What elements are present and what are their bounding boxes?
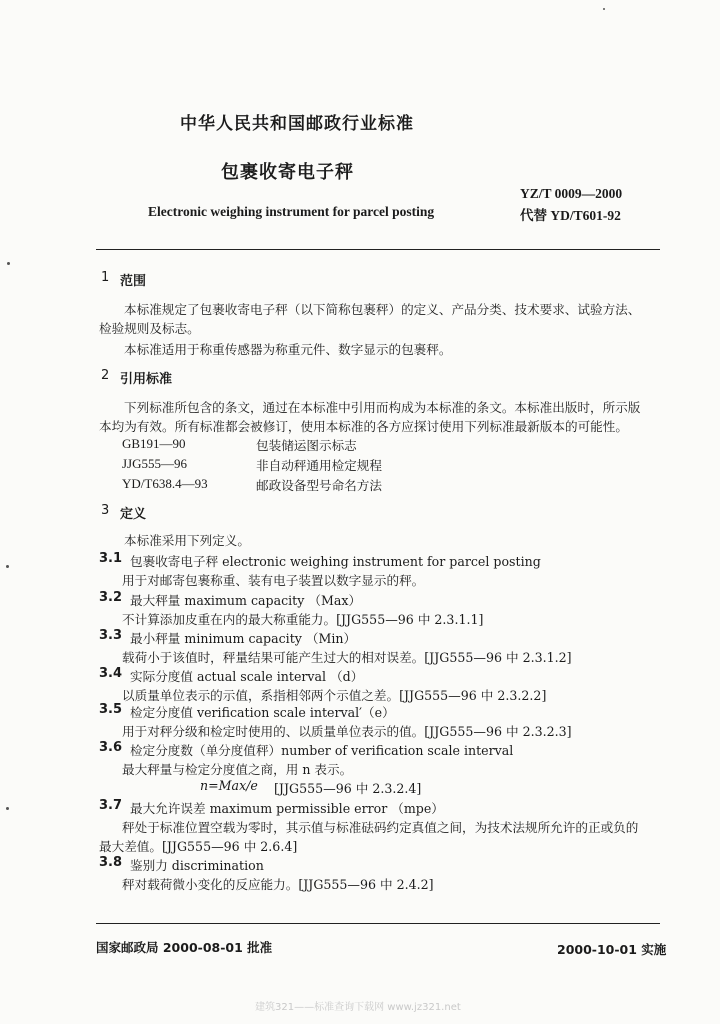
- scan-speck: [6, 565, 9, 568]
- section-2-number: 2: [101, 368, 110, 383]
- term-heading: 实际分度值 actual scale interval （d）: [130, 669, 364, 684]
- footer-divider: [96, 923, 660, 924]
- document-title-english: Electronic weighing instrument for parcel posting: [148, 204, 435, 219]
- formula-reference: [JJG555—96 中 2.3.2.4]: [274, 781, 422, 796]
- section-1-paragraph-1-cont: 检验规则及标志。: [99, 321, 200, 336]
- section-3-title: 定义: [120, 507, 147, 522]
- term-definition: 用于对秤分级和检定时使用的、以质量单位表示的值。[JJG555—96 中 2.3.2.3]: [122, 724, 572, 739]
- section-1-title: 范围: [120, 274, 147, 289]
- term-number: 3.8: [99, 855, 123, 870]
- replaced-standard: 代替 YD/T601-92: [520, 208, 621, 223]
- standard-code: YZ/T 0009—2000: [520, 186, 623, 201]
- term-heading: 检定分度值 verification scale interval′（e）: [130, 705, 395, 720]
- ref-code: GB191—90: [122, 436, 186, 451]
- term-definition: 载荷小于该值时，秤量结果可能产生过大的相对误差。[JJG555—96 中 2.3.1.2]: [122, 650, 572, 665]
- term-heading: 最大允许误差 maximum permissible error （mpe）: [130, 801, 444, 816]
- scan-speck: [7, 262, 10, 265]
- term-definition: 秤处于标准位置空载为零时，其示值与标准砝码约定真值之间，为技术法规所允许的正或负的: [122, 820, 639, 835]
- term-heading: 检定分度数（单分度值秤）number of verification scale interval: [130, 743, 514, 758]
- header-divider: [96, 249, 660, 250]
- section-3-intro: 本标准采用下列定义。: [124, 533, 250, 548]
- approval-date: 国家邮政局 2000-08-01 批准: [96, 940, 273, 955]
- term-number: 3.4: [99, 666, 123, 681]
- term-definition: 用于对邮寄包裹称重、装有电子装置以数字显示的秤。: [122, 573, 425, 588]
- term-number: 3.2: [99, 590, 123, 605]
- term-heading: 最小秤量 minimum capacity （Min）: [130, 631, 357, 646]
- term-number: 3.6: [99, 740, 123, 755]
- section-3-number: 3: [101, 503, 110, 518]
- term-heading: 包裹收寄电子秤 electronic weighing instrument for parcel posting: [130, 554, 541, 569]
- ref-code: JJG555—96: [122, 456, 188, 471]
- document-title: 包裹收寄电子秤: [221, 162, 354, 183]
- scan-speck: [603, 8, 605, 10]
- ref-name: 非自动秤通用检定规程: [256, 458, 382, 473]
- term-definition: 最大秤量与检定分度值之商，用 n 表示。: [122, 762, 353, 777]
- term-definition-cont: 最大差值。[JJG555—96 中 2.6.4]: [99, 839, 298, 854]
- scan-speck: [6, 807, 9, 810]
- term-heading: 最大秤量 maximum capacity （Max）: [130, 593, 362, 608]
- term-definition: 不计算添加皮重在内的最大称重能力。[JJG555—96 中 2.3.1.1]: [122, 612, 484, 627]
- ref-name: 包装储运图示标志: [256, 438, 357, 453]
- section-1-number: 1: [101, 270, 110, 285]
- section-2-paragraph-cont: 本均为有效。所有标准都会被修订，使用本标准的各方应探讨使用下列标准最新版本的可能性。: [99, 419, 628, 434]
- section-1-paragraph-2: 本标准适用于称重传感器为称重元件、数字显示的包裹秤。: [124, 342, 452, 357]
- term-definition: 秤对载荷微小变化的反应能力。[JJG555—96 中 2.4.2]: [122, 877, 434, 892]
- watermark: 建筑321——标准查询下载网 www.jz321.net: [255, 1002, 461, 1013]
- term-number: 3.7: [99, 798, 123, 813]
- ref-name: 邮政设备型号命名方法: [256, 478, 382, 493]
- issuing-authority-title: 中华人民共和国邮政行业标准: [180, 114, 414, 134]
- section-2-paragraph: 下列标准所包含的条文，通过在本标准中引用而构成为本标准的条文。本标准出版时，所示版: [124, 400, 641, 415]
- formula: n=Max/e: [200, 778, 258, 793]
- term-number: 3.5: [99, 702, 123, 717]
- term-number: 3.1: [99, 551, 123, 566]
- term-heading: 鉴别力 discrimination: [130, 858, 264, 873]
- term-definition: 以质量单位表示的示值，系指相邻两个示值之差。[JJG555—96 中 2.3.2.2]: [122, 688, 547, 703]
- section-2-title: 引用标准: [120, 372, 173, 387]
- effective-date: 2000-10-01 实施: [557, 942, 667, 957]
- ref-code: YD/T638.4—93: [122, 476, 208, 491]
- term-number: 3.3: [99, 628, 123, 643]
- section-1-paragraph-1: 本标准规定了包裹收寄电子秤（以下简称包裹秤）的定义、产品分类、技术要求、试验方法、: [124, 302, 641, 317]
